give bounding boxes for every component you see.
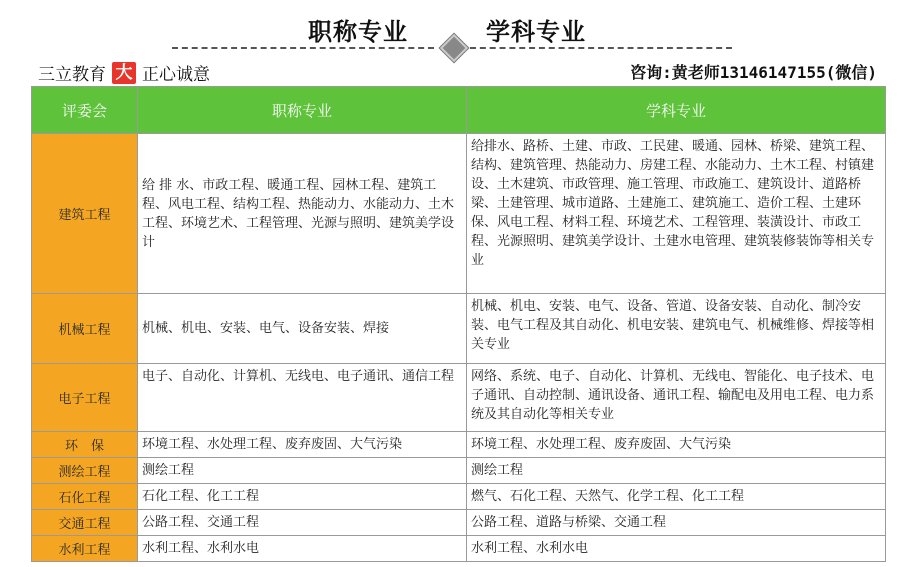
row-subject-majors: 给排水、路桥、土建、市政、工民建、暖通、园林、桥梁、建筑工程、结构、建筑管理、热能动力、房建工程、水能动力、土木工程、村镇建设、土木建筑、市政管理、施工管理、市政施工、建筑设计、道路桥梁、土建管理、城市道路、土建施工、建筑施工、造价工程、土建环保、风电工程、材料工程、环境艺术、工程管理、装潢设计、市政工程、光源照明、建筑美学设计、土建水电管理、建筑装修装饰等相关专业 [467,134,886,294]
table-row [32,484,886,510]
brand-slogan: 正心诚意 [142,65,210,85]
table-row [32,458,886,484]
row-title-majors: 公路工程、交通工程 [138,510,467,536]
divider-left [172,47,434,49]
row-subject-majors: 机械、机电、安装、电气、设备、管道、设备安装、自动化、制冷安装、电气工程及其自动化、机电安装、建筑电气、机械维修、焊接等相关专业 [467,294,886,364]
row-subject-majors: 网络、系统、电子、自动化、计算机、无线电、智能化、电子技术、电子通讯、自动控制、通讯设备、通讯工程、输配电及用电工程、电力系统及其自动化等相关专业 [467,364,886,432]
table-row [32,510,886,536]
title-right: 学科专业 [486,18,586,46]
majors-table [31,86,886,562]
table-row [32,364,886,432]
title-left: 职称专业 [308,18,408,46]
row-category: 机械工程 [32,294,138,364]
row-subject-majors: 环境工程、水处理工程、废弃废固、大气污染 [467,432,886,458]
row-subject-majors: 燃气、石化工程、天然气、化学工程、化工工程 [467,484,886,510]
brand-logo-icon: 大 [112,62,136,84]
brand-name: 三立教育 [38,65,106,85]
row-category: 电子工程 [32,364,138,432]
row-title-majors: 机械、机电、安装、电气、设备安装、焊接 [138,294,467,364]
header-committee: 评委会 [32,87,138,134]
row-subject-majors: 水利工程、水利水电 [467,536,886,562]
row-category: 环 保 [32,432,138,458]
divider-right [470,47,732,49]
header-subject-majors: 学科专业 [467,87,886,134]
row-title-majors: 测绘工程 [138,458,467,484]
row-category: 建筑工程 [32,134,138,294]
header-title-majors: 职称专业 [138,87,467,134]
row-category: 交通工程 [32,510,138,536]
table-header-row [32,87,886,134]
contact-info: 咨询:黄老师13146147155(微信) [630,63,877,82]
row-title-majors: 给 排 水、市政工程、暖通工程、园林工程、建筑工程、风电工程、结构工程、热能动力、水能动力、土木工程、环境艺术、工程管理、光源与照明、建筑美学设计 [138,134,467,294]
table-row [32,294,886,364]
row-category: 石化工程 [32,484,138,510]
table-row [32,536,886,562]
row-category: 测绘工程 [32,458,138,484]
row-category: 水利工程 [32,536,138,562]
row-title-majors: 石化工程、化工工程 [138,484,467,510]
row-title-majors: 水利工程、水利水电 [138,536,467,562]
row-subject-majors: 公路工程、道路与桥梁、交通工程 [467,510,886,536]
row-title-majors: 电子、自动化、计算机、无线电、电子通讯、通信工程 [138,364,467,432]
brand-line [38,60,210,85]
table-row [32,134,886,294]
table-row [32,432,886,458]
row-subject-majors: 测绘工程 [467,458,886,484]
row-title-majors: 环境工程、水处理工程、废弃废固、大气污染 [138,432,467,458]
